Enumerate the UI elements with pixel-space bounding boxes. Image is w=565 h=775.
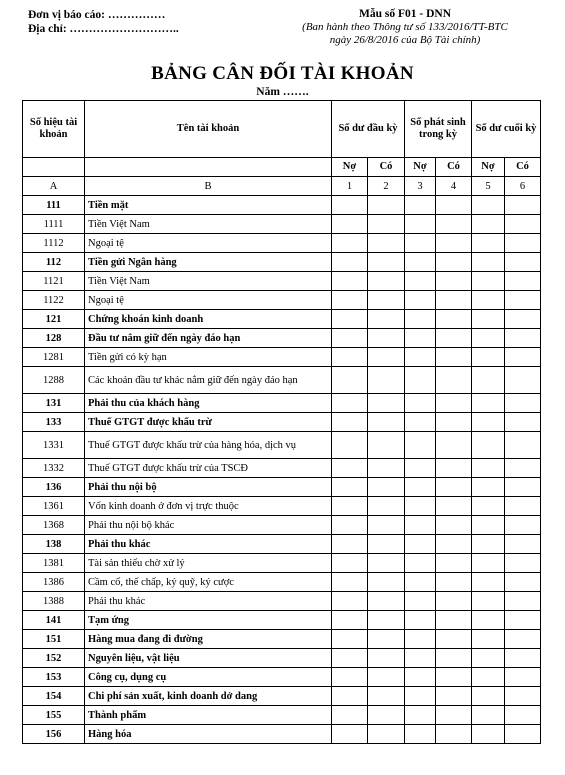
amount-cell[interactable] <box>436 196 472 215</box>
amount-cell[interactable] <box>472 348 505 367</box>
amount-cell[interactable] <box>436 649 472 668</box>
amount-cell[interactable] <box>405 554 436 573</box>
col-account-name: Tên tài khoản <box>85 101 332 158</box>
account-code-cell: 131 <box>23 394 85 413</box>
amount-cell[interactable] <box>405 497 436 516</box>
account-name-cell: Phải thu nội bộ <box>85 478 332 497</box>
amount-cell[interactable] <box>332 687 368 706</box>
amount-cell[interactable] <box>505 367 541 394</box>
table-row <box>23 215 541 234</box>
amount-cell[interactable] <box>436 725 472 744</box>
amount-cell[interactable] <box>472 413 505 432</box>
account-name-cell: Nguyên liệu, vật liệu <box>85 649 332 668</box>
table-row <box>23 310 541 329</box>
amount-cell[interactable] <box>368 649 405 668</box>
amount-cell[interactable] <box>472 310 505 329</box>
amount-cell[interactable] <box>405 291 436 310</box>
account-code-cell: 153 <box>23 668 85 687</box>
amount-cell[interactable] <box>332 348 368 367</box>
amount-cell[interactable] <box>405 272 436 291</box>
amount-cell[interactable] <box>436 367 472 394</box>
amount-cell[interactable] <box>405 310 436 329</box>
amount-cell[interactable] <box>505 394 541 413</box>
col-closing-balance: Số dư cuối kỳ <box>472 101 541 158</box>
amount-cell[interactable] <box>405 348 436 367</box>
index-cell: 3 <box>405 177 436 196</box>
amount-cell[interactable] <box>368 348 405 367</box>
table-row <box>23 432 541 459</box>
account-name-cell: Tạm ứng <box>85 611 332 630</box>
amount-cell[interactable] <box>472 234 505 253</box>
account-code-cell: 152 <box>23 649 85 668</box>
table-row <box>23 329 541 348</box>
account-name-cell: Thuế GTGT được khấu trừ <box>85 413 332 432</box>
amount-cell[interactable] <box>332 706 368 725</box>
col-account-code: Số hiệu tài khoản <box>23 101 85 158</box>
account-code-cell: 121 <box>23 310 85 329</box>
amount-cell[interactable] <box>505 687 541 706</box>
amount-cell[interactable] <box>505 592 541 611</box>
amount-cell[interactable] <box>436 592 472 611</box>
amount-cell[interactable] <box>436 432 472 459</box>
amount-cell[interactable] <box>405 253 436 272</box>
account-name-cell: Thành phẩm <box>85 706 332 725</box>
amount-cell[interactable] <box>368 592 405 611</box>
amount-cell[interactable] <box>332 272 368 291</box>
amount-cell[interactable] <box>436 516 472 535</box>
amount-cell[interactable] <box>436 706 472 725</box>
table-row <box>23 592 541 611</box>
amount-cell[interactable] <box>332 432 368 459</box>
amount-cell[interactable] <box>505 668 541 687</box>
amount-cell[interactable] <box>436 253 472 272</box>
amount-cell[interactable] <box>332 516 368 535</box>
amount-cell[interactable] <box>505 706 541 725</box>
amount-cell[interactable] <box>332 291 368 310</box>
index-cell: 4 <box>436 177 472 196</box>
account-code-cell: 1111 <box>23 215 85 234</box>
amount-cell[interactable] <box>436 668 472 687</box>
amount-cell[interactable] <box>505 291 541 310</box>
form-info-block <box>285 8 525 47</box>
amount-cell[interactable] <box>368 196 405 215</box>
amount-cell[interactable] <box>472 592 505 611</box>
table-row <box>23 687 541 706</box>
account-code-cell: 112 <box>23 253 85 272</box>
account-name-cell: Công cụ, dụng cụ <box>85 668 332 687</box>
amount-cell[interactable] <box>505 573 541 592</box>
account-code-cell: 1288 <box>23 367 85 394</box>
table-row <box>23 272 541 291</box>
amount-cell[interactable] <box>505 516 541 535</box>
amount-cell[interactable] <box>472 706 505 725</box>
amount-cell[interactable] <box>472 272 505 291</box>
amount-cell[interactable] <box>368 611 405 630</box>
amount-cell[interactable] <box>368 497 405 516</box>
subheader-blank <box>23 158 85 177</box>
issue-note-line-1: (Ban hành theo Thông tư số 133/2016/TT-BTC <box>302 21 508 33</box>
amount-cell[interactable] <box>436 535 472 554</box>
amount-cell[interactable] <box>436 611 472 630</box>
col-period-activity: Số phát sinh trong kỳ <box>405 101 472 158</box>
amount-cell[interactable] <box>472 497 505 516</box>
amount-cell[interactable] <box>436 291 472 310</box>
subheader-blank <box>85 158 332 177</box>
amount-cell[interactable] <box>505 272 541 291</box>
amount-cell[interactable] <box>332 394 368 413</box>
table-row <box>23 535 541 554</box>
index-cell: 1 <box>332 177 368 196</box>
amount-cell[interactable] <box>472 432 505 459</box>
amount-cell[interactable] <box>505 215 541 234</box>
amount-cell[interactable] <box>505 196 541 215</box>
account-code-cell: 1122 <box>23 291 85 310</box>
account-code-cell: 1381 <box>23 554 85 573</box>
account-name-cell: Thuế GTGT được khấu trừ của TSCĐ <box>85 459 332 478</box>
table-row <box>23 516 541 535</box>
amount-cell[interactable] <box>368 272 405 291</box>
index-cell: 2 <box>368 177 405 196</box>
table-row <box>23 196 541 215</box>
amount-cell[interactable] <box>505 630 541 649</box>
amount-cell[interactable] <box>332 234 368 253</box>
amount-cell[interactable] <box>472 291 505 310</box>
amount-cell[interactable] <box>332 196 368 215</box>
amount-cell[interactable] <box>472 668 505 687</box>
account-name-cell: Phải thu nội bộ khác <box>85 516 332 535</box>
amount-cell[interactable] <box>405 432 436 459</box>
account-name-cell: Ngoại tệ <box>85 234 332 253</box>
amount-cell[interactable] <box>505 459 541 478</box>
account-code-cell: 1388 <box>23 592 85 611</box>
amount-cell[interactable] <box>368 630 405 649</box>
amount-cell[interactable] <box>505 413 541 432</box>
amount-cell[interactable] <box>368 432 405 459</box>
trial-balance-table <box>22 100 541 744</box>
amount-cell[interactable] <box>472 394 505 413</box>
table-row <box>23 725 541 744</box>
amount-cell[interactable] <box>436 394 472 413</box>
amount-cell[interactable] <box>405 413 436 432</box>
account-name-cell: Chi phí sản xuất, kinh doanh dở dang <box>85 687 332 706</box>
issue-note-line-2: ngày 26/8/2016 của Bộ Tài chính) <box>329 34 481 46</box>
amount-cell[interactable] <box>368 413 405 432</box>
table-row <box>23 554 541 573</box>
amount-cell[interactable] <box>436 630 472 649</box>
amount-cell[interactable] <box>472 215 505 234</box>
subheader-debit: Nợ <box>472 158 505 177</box>
account-name-cell: Tiền mặt <box>85 196 332 215</box>
amount-cell[interactable] <box>405 630 436 649</box>
subheader-credit: Có <box>436 158 472 177</box>
account-name-cell: Tài sản thiếu chờ xử lý <box>85 554 332 573</box>
amount-cell[interactable] <box>472 478 505 497</box>
amount-cell[interactable] <box>505 554 541 573</box>
account-name-cell: Cầm cố, thế chấp, ký quỹ, ký cược <box>85 573 332 592</box>
amount-cell[interactable] <box>436 348 472 367</box>
table-row <box>23 649 541 668</box>
amount-cell[interactable] <box>505 432 541 459</box>
account-name-cell: Tiền gửi Ngân hàng <box>85 253 332 272</box>
amount-cell[interactable] <box>405 706 436 725</box>
account-code-cell: 1331 <box>23 432 85 459</box>
amount-cell[interactable] <box>436 234 472 253</box>
amount-cell[interactable] <box>505 535 541 554</box>
amount-cell[interactable] <box>405 215 436 234</box>
amount-cell[interactable] <box>472 630 505 649</box>
amount-cell[interactable] <box>405 478 436 497</box>
form-code: Mẫu số F01 - DNN <box>359 8 451 20</box>
reporting-unit-line: Đơn vị báo cáo: …………… <box>28 9 166 21</box>
amount-cell[interactable] <box>332 497 368 516</box>
amount-cell[interactable] <box>405 573 436 592</box>
amount-cell[interactable] <box>472 196 505 215</box>
amount-cell[interactable] <box>436 573 472 592</box>
account-code-cell: 156 <box>23 725 85 744</box>
subheader-debit: Nợ <box>332 158 368 177</box>
subheader-debit: Nợ <box>405 158 436 177</box>
amount-cell[interactable] <box>405 394 436 413</box>
amount-cell[interactable] <box>332 592 368 611</box>
amount-cell[interactable] <box>505 725 541 744</box>
amount-cell[interactable] <box>405 725 436 744</box>
table-row <box>23 367 541 394</box>
amount-cell[interactable] <box>332 649 368 668</box>
account-name-cell: Hàng mua đang đi đường <box>85 630 332 649</box>
account-code-cell: 1281 <box>23 348 85 367</box>
account-name-cell: Phải thu khác <box>85 592 332 611</box>
amount-cell[interactable] <box>332 535 368 554</box>
amount-cell[interactable] <box>332 573 368 592</box>
account-code-cell: 136 <box>23 478 85 497</box>
account-name-cell: Phải thu khác <box>85 535 332 554</box>
amount-cell[interactable] <box>368 310 405 329</box>
amount-cell[interactable] <box>332 329 368 348</box>
table-row <box>23 668 541 687</box>
account-name-cell: Tiền gửi có kỳ hạn <box>85 348 332 367</box>
amount-cell[interactable] <box>472 329 505 348</box>
amount-cell[interactable] <box>505 649 541 668</box>
amount-cell[interactable] <box>368 394 405 413</box>
amount-cell[interactable] <box>472 573 505 592</box>
account-name-cell: Vốn kinh doanh ở đơn vị trực thuộc <box>85 497 332 516</box>
amount-cell[interactable] <box>472 611 505 630</box>
table-row <box>23 497 541 516</box>
amount-cell[interactable] <box>368 367 405 394</box>
amount-cell[interactable] <box>405 459 436 478</box>
amount-cell[interactable] <box>405 649 436 668</box>
table-row <box>23 253 541 272</box>
table-row <box>23 413 541 432</box>
amount-cell[interactable] <box>405 196 436 215</box>
index-cell: 6 <box>505 177 541 196</box>
amount-cell[interactable] <box>505 348 541 367</box>
amount-cell[interactable] <box>368 234 405 253</box>
account-name-cell: Phải thu của khách hàng <box>85 394 332 413</box>
index-cell: B <box>85 177 332 196</box>
amount-cell[interactable] <box>405 592 436 611</box>
table-row <box>23 611 541 630</box>
index-row <box>23 177 541 196</box>
account-code-cell: 1368 <box>23 516 85 535</box>
amount-cell[interactable] <box>505 310 541 329</box>
account-code-cell: 151 <box>23 630 85 649</box>
amount-cell[interactable] <box>368 687 405 706</box>
amount-cell[interactable] <box>472 725 505 744</box>
amount-cell[interactable] <box>505 329 541 348</box>
amount-cell[interactable] <box>436 272 472 291</box>
account-code-cell: 1386 <box>23 573 85 592</box>
account-code-cell: 133 <box>23 413 85 432</box>
amount-cell[interactable] <box>368 706 405 725</box>
amount-cell[interactable] <box>405 516 436 535</box>
account-code-cell: 1361 <box>23 497 85 516</box>
amount-cell[interactable] <box>505 253 541 272</box>
amount-cell[interactable] <box>436 459 472 478</box>
amount-cell[interactable] <box>368 573 405 592</box>
account-code-cell: 141 <box>23 611 85 630</box>
amount-cell[interactable] <box>332 413 368 432</box>
amount-cell[interactable] <box>368 459 405 478</box>
col-opening-balance: Số dư đầu kỳ <box>332 101 405 158</box>
address-line: Địa chỉ: ……………………….. <box>28 23 179 35</box>
table-row <box>23 630 541 649</box>
account-name-cell: Tiền Việt Nam <box>85 272 332 291</box>
account-code-cell: 1332 <box>23 459 85 478</box>
amount-cell[interactable] <box>368 516 405 535</box>
amount-cell[interactable] <box>505 611 541 630</box>
subheader-credit: Có <box>505 158 541 177</box>
amount-cell[interactable] <box>405 234 436 253</box>
account-name-cell: Ngoại tệ <box>85 291 332 310</box>
amount-cell[interactable] <box>472 687 505 706</box>
amount-cell[interactable] <box>368 554 405 573</box>
amount-cell[interactable] <box>472 649 505 668</box>
account-name-cell: Các khoản đầu tư khác nắm giữ đến ngày đáo hạn <box>85 367 332 394</box>
account-name-cell: Đầu tư nắm giữ đến ngày đáo hạn <box>85 329 332 348</box>
amount-cell[interactable] <box>405 329 436 348</box>
amount-cell[interactable] <box>368 329 405 348</box>
subheader-credit: Có <box>368 158 405 177</box>
amount-cell[interactable] <box>332 630 368 649</box>
amount-cell[interactable] <box>368 725 405 744</box>
table-row <box>23 348 541 367</box>
table-row <box>23 291 541 310</box>
year-label: Năm ……. <box>256 86 309 98</box>
amount-cell[interactable] <box>405 367 436 394</box>
amount-cell[interactable] <box>472 253 505 272</box>
amount-cell[interactable] <box>332 554 368 573</box>
amount-cell[interactable] <box>405 668 436 687</box>
amount-cell[interactable] <box>368 215 405 234</box>
reporting-unit-block <box>28 8 179 36</box>
table-row <box>23 459 541 478</box>
amount-cell[interactable] <box>368 253 405 272</box>
amount-cell[interactable] <box>332 215 368 234</box>
amount-cell[interactable] <box>505 497 541 516</box>
amount-cell[interactable] <box>332 310 368 329</box>
account-code-cell: 138 <box>23 535 85 554</box>
amount-cell[interactable] <box>505 234 541 253</box>
amount-cell[interactable] <box>436 554 472 573</box>
account-code-cell: 1112 <box>23 234 85 253</box>
account-code-cell: 155 <box>23 706 85 725</box>
account-code-cell: 128 <box>23 329 85 348</box>
table-row <box>23 234 541 253</box>
amount-cell[interactable] <box>332 668 368 687</box>
amount-cell[interactable] <box>505 478 541 497</box>
table-row <box>23 573 541 592</box>
table-row <box>23 394 541 413</box>
amount-cell[interactable] <box>332 478 368 497</box>
amount-cell[interactable] <box>368 535 405 554</box>
amount-cell[interactable] <box>436 497 472 516</box>
amount-cell[interactable] <box>472 535 505 554</box>
amount-cell[interactable] <box>405 687 436 706</box>
index-cell: A <box>23 177 85 196</box>
account-name-cell: Thuế GTGT được khấu trừ của hàng hóa, dịch vụ <box>85 432 332 459</box>
amount-cell[interactable] <box>368 478 405 497</box>
amount-cell[interactable] <box>472 459 505 478</box>
index-cell: 5 <box>472 177 505 196</box>
account-name-cell: Chứng khoán kinh doanh <box>85 310 332 329</box>
amount-cell[interactable] <box>368 291 405 310</box>
amount-cell[interactable] <box>332 459 368 478</box>
amount-cell[interactable] <box>436 478 472 497</box>
amount-cell[interactable] <box>436 329 472 348</box>
table-row <box>23 478 541 497</box>
amount-cell[interactable] <box>472 554 505 573</box>
amount-cell[interactable] <box>405 611 436 630</box>
amount-cell[interactable] <box>332 367 368 394</box>
account-code-cell: 111 <box>23 196 85 215</box>
table-row <box>23 706 541 725</box>
amount-cell[interactable] <box>368 668 405 687</box>
amount-cell[interactable] <box>472 367 505 394</box>
amount-cell[interactable] <box>332 253 368 272</box>
amount-cell[interactable] <box>436 687 472 706</box>
amount-cell[interactable] <box>472 516 505 535</box>
account-name-cell: Hàng hóa <box>85 725 332 744</box>
amount-cell[interactable] <box>436 215 472 234</box>
amount-cell[interactable] <box>436 310 472 329</box>
account-name-cell: Tiền Việt Nam <box>85 215 332 234</box>
amount-cell[interactable] <box>332 725 368 744</box>
amount-cell[interactable] <box>332 611 368 630</box>
amount-cell[interactable] <box>405 535 436 554</box>
account-code-cell: 1121 <box>23 272 85 291</box>
document-title: BẢNG CÂN ĐỐI TÀI KHOẢN <box>151 63 414 84</box>
amount-cell[interactable] <box>436 413 472 432</box>
account-code-cell: 154 <box>23 687 85 706</box>
